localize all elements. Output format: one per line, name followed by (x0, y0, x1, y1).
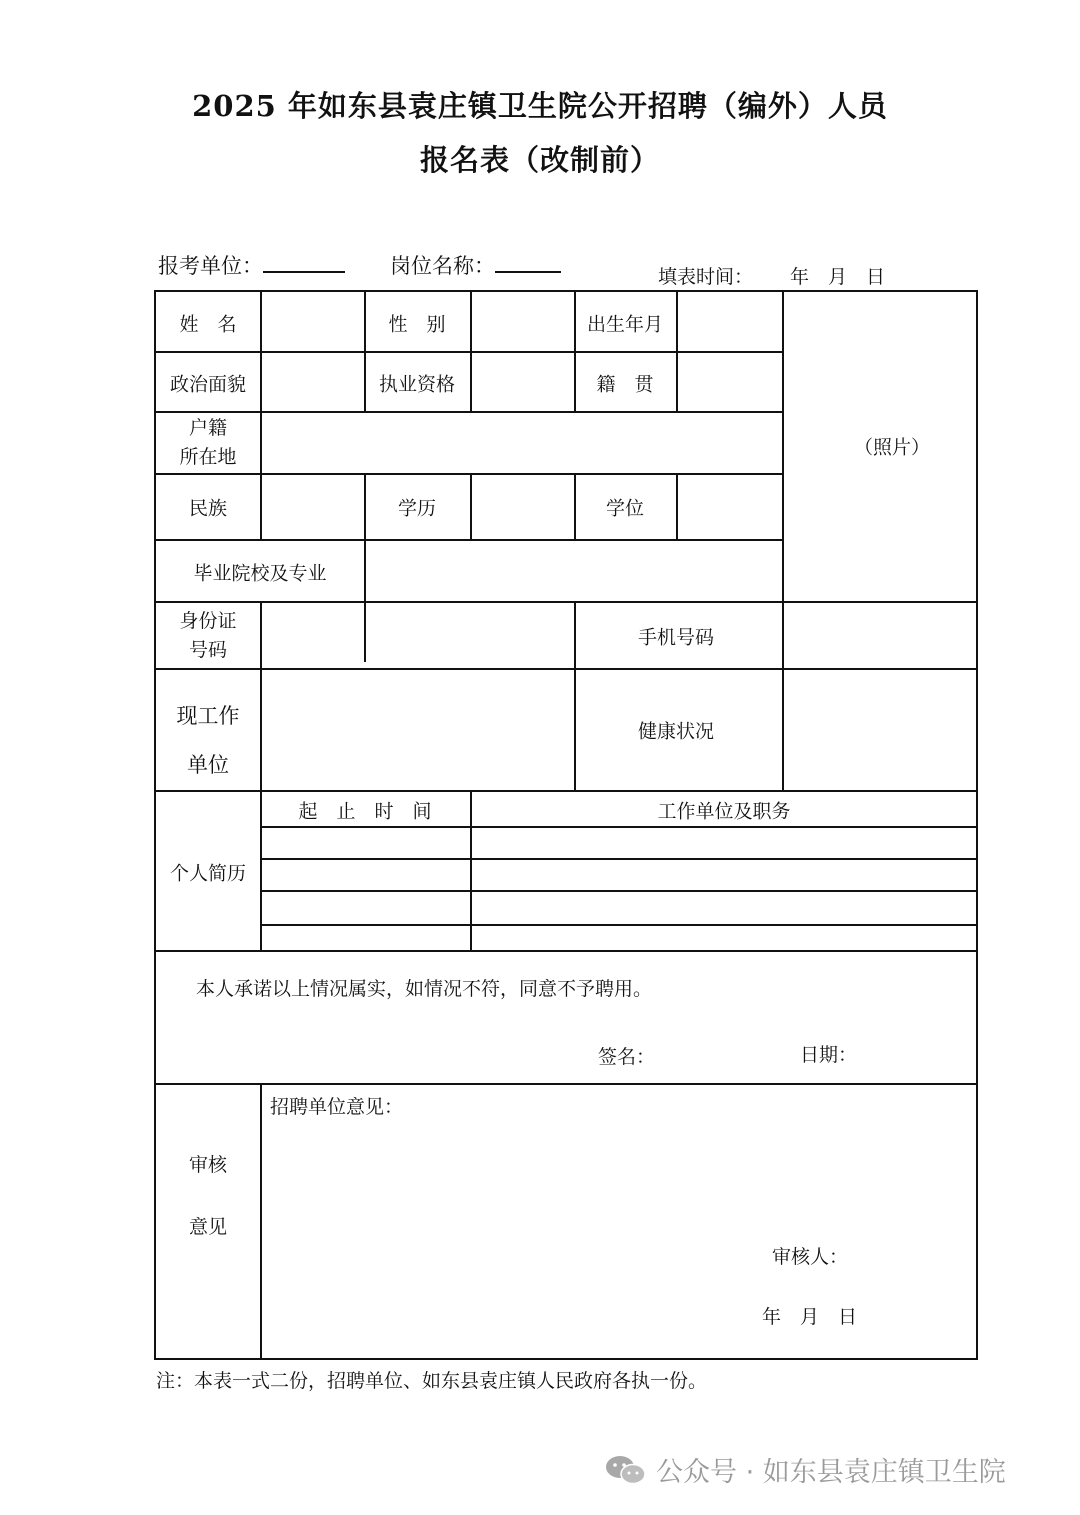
school-major-label: 毕业院校及专业 (193, 562, 327, 585)
watermark-text: 公众号 · 如东县袁庄镇卫生院 (656, 1457, 1006, 1488)
review-date: 年 月 日 (762, 1306, 858, 1328)
gender-label: 性 别 (388, 313, 446, 336)
position-underline (495, 253, 561, 273)
qualification-label: 执业资格 (378, 373, 456, 396)
sign-label: 签名： (598, 1046, 656, 1068)
pledge-text: 本人承诺以上情况属实，如情况不符，同意不予聘用。 (196, 978, 653, 1000)
fill-date: 年 月 日 (790, 266, 886, 288)
watermark (604, 1450, 1006, 1489)
position-field (390, 250, 561, 280)
registration-form-table (154, 290, 978, 1360)
form-title-line2: 报名表（改制前） (419, 143, 660, 177)
resume-label: 个人简历 (169, 862, 247, 885)
degree-label: 学位 (605, 497, 645, 520)
footnote: 注：本表一式二份，招聘单位、如东县袁庄镇人民政府各执一份。 (156, 1370, 708, 1392)
resume-time-header: 起 止 时 间 (298, 800, 432, 823)
unit-label: 报考单位： (158, 254, 263, 278)
phone-label: 手机号码 (637, 626, 715, 649)
form-title-line1: 2025 年如东县袁庄镇卫生院公开招聘（编外）人员 (192, 89, 888, 123)
reviewer-label: 审核人： (772, 1246, 849, 1268)
unit-underline (263, 253, 345, 273)
name-label: 姓 名 (179, 313, 237, 336)
id-number-label: 身份证 号码 (179, 610, 237, 661)
education-label: 学历 (397, 497, 437, 520)
native-place-label: 籍 贯 (596, 373, 654, 396)
date-label: 日期： (800, 1044, 858, 1066)
work-unit-label-line2: 单位 (187, 753, 229, 777)
position-label: 岗位名称： (390, 254, 495, 278)
wechat-icon (604, 1453, 648, 1487)
birth-label: 出生年月 (586, 313, 664, 336)
work-unit-label-line1: 现工作 (176, 704, 240, 728)
resume-unit-header: 工作单位及职务 (657, 800, 791, 823)
political-label: 政治面貌 (169, 373, 247, 396)
review-label-line1: 审核 (188, 1154, 228, 1176)
photo-placeholder: （照片） (853, 436, 931, 459)
ethnicity-label: 民族 (188, 497, 228, 520)
employer-opinion-label: 招聘单位意见： (270, 1096, 404, 1118)
unit-field (158, 250, 345, 280)
fill-time-label: 填表时间： (658, 266, 754, 288)
household-label: 户籍 所在地 (179, 417, 237, 468)
review-label-line2: 意见 (188, 1216, 228, 1238)
health-label: 健康状况 (637, 720, 715, 743)
